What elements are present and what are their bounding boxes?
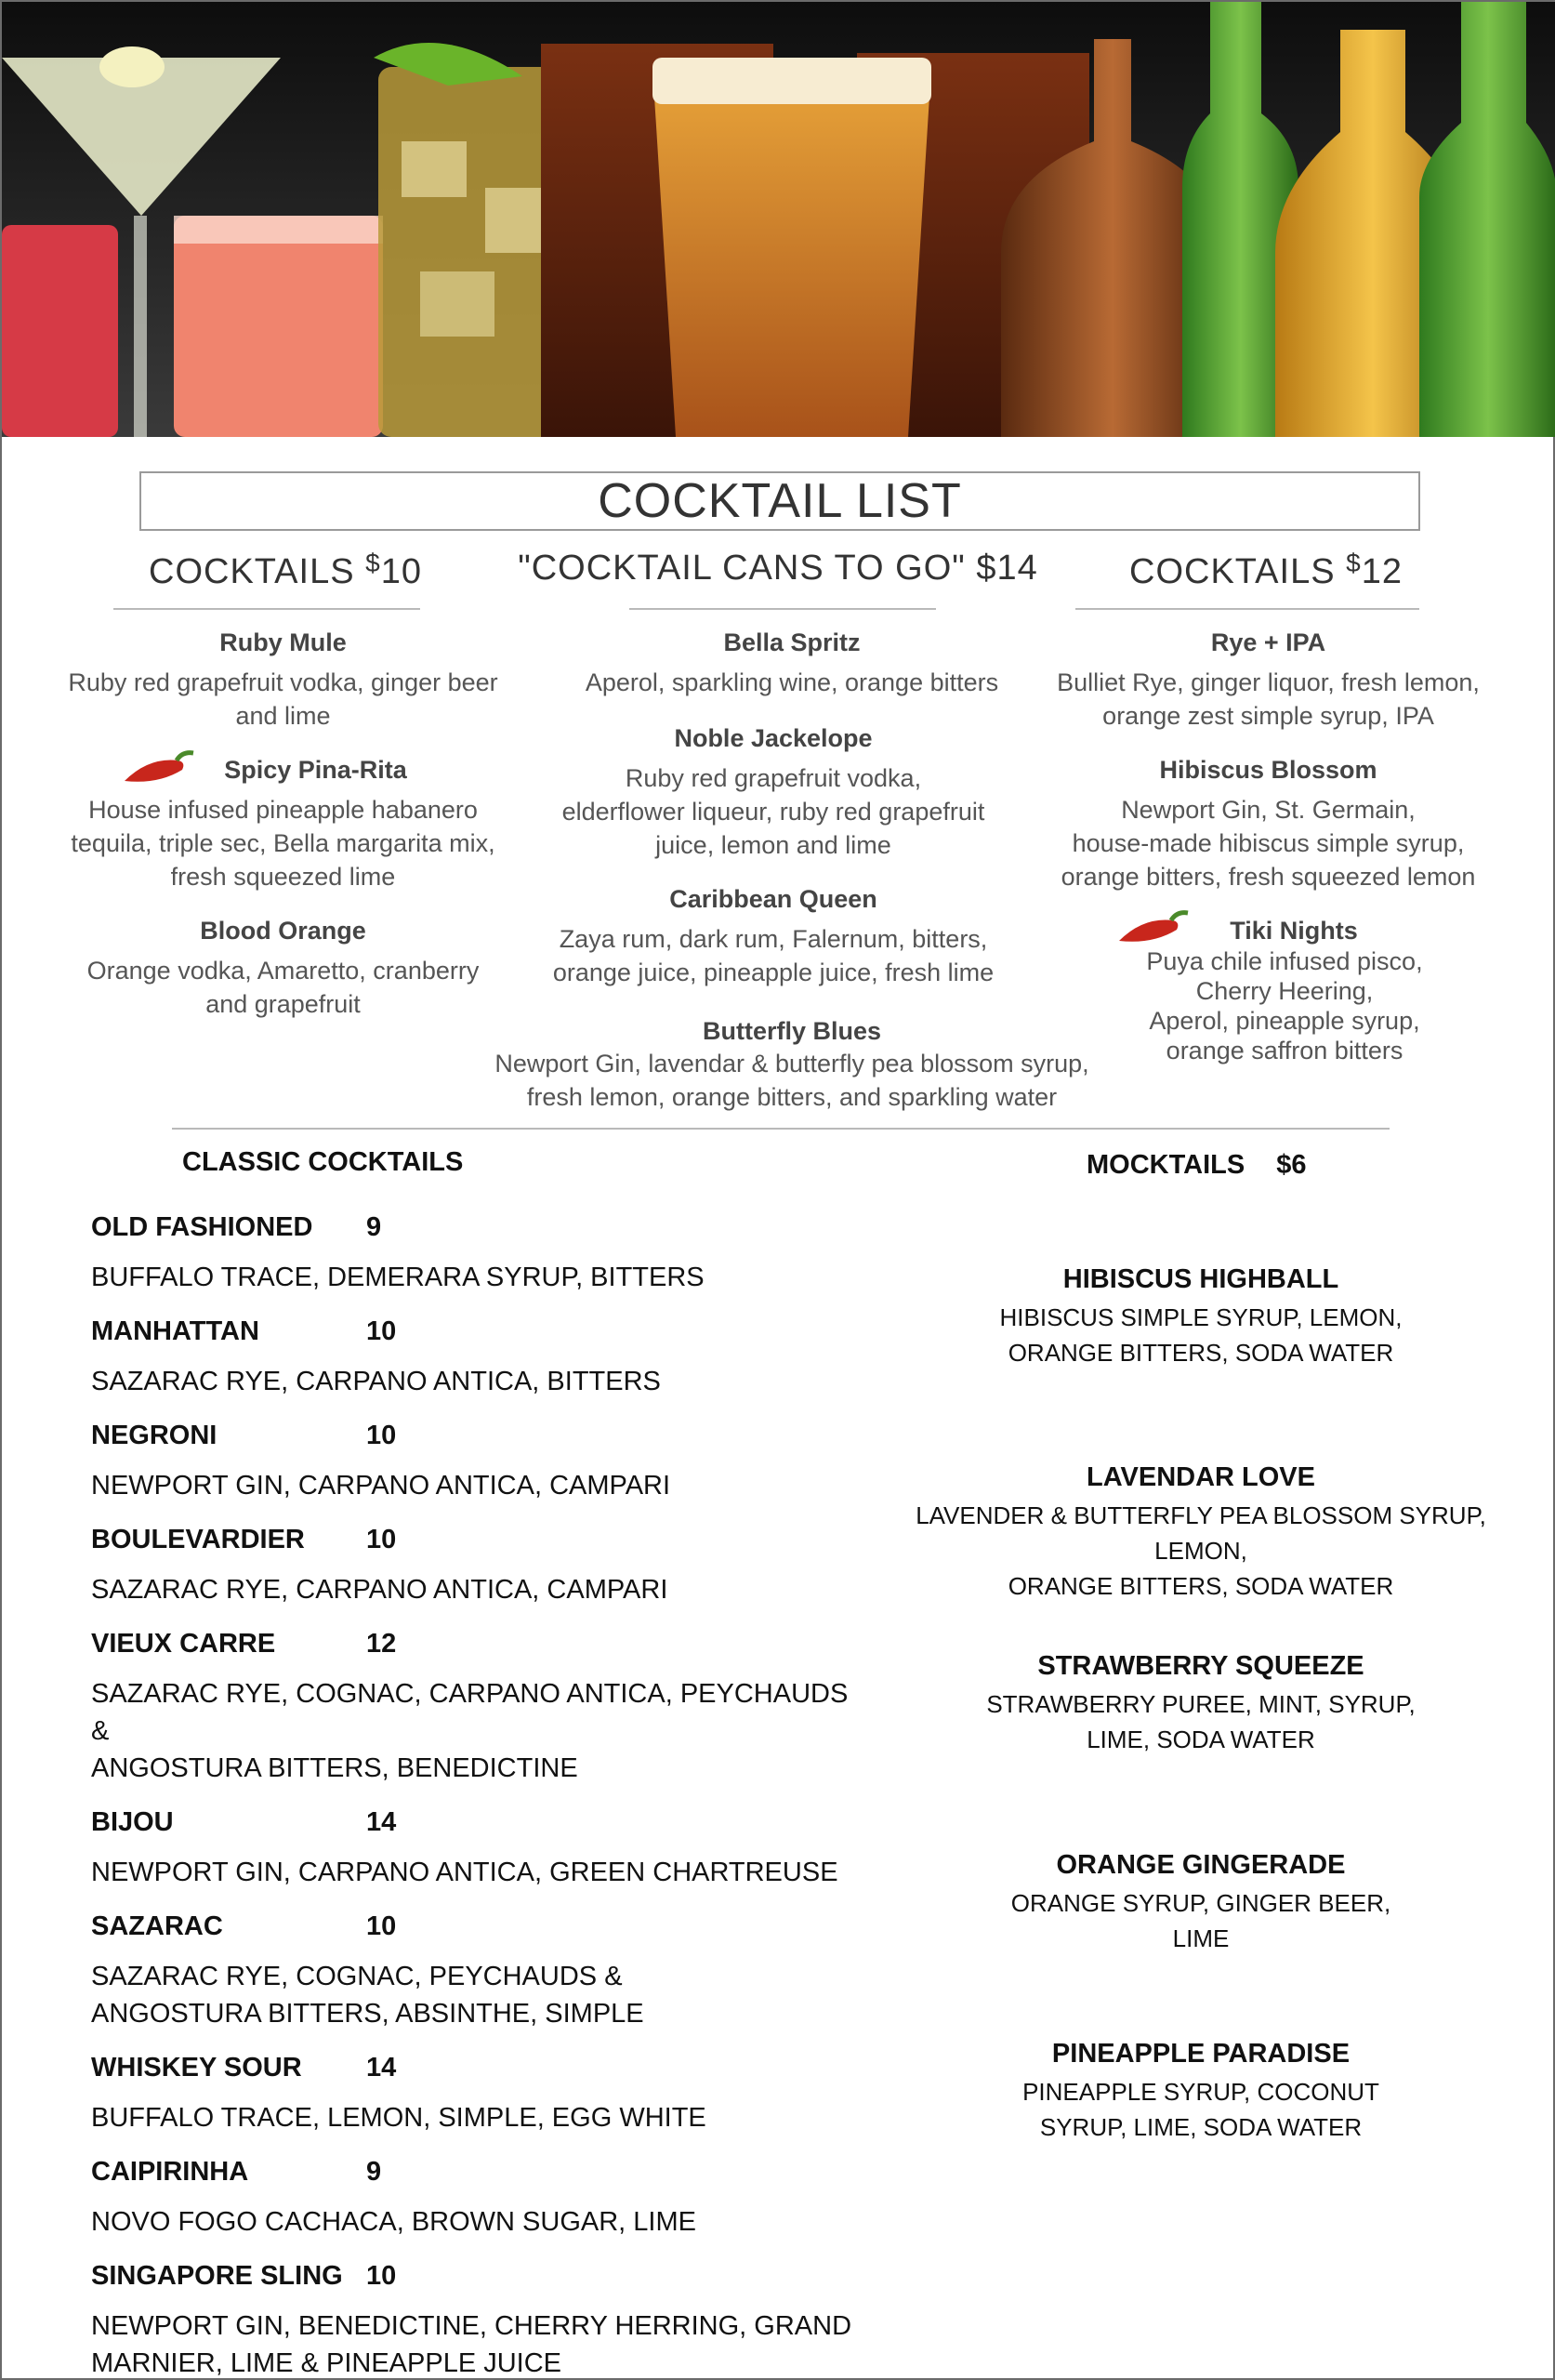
item-name: Butterfly Blues	[702, 1017, 882, 1045]
item-name: SINGAPORE SLING	[91, 2261, 343, 2291]
item-name: Hibiscus Blossom	[1159, 756, 1377, 784]
item-desc: fresh squeezed lime	[170, 863, 396, 891]
item-desc: Cherry Heering,	[1195, 977, 1374, 1005]
mocktail-item	[866, 2033, 1535, 2145]
item-name: SAZARAC	[91, 1911, 223, 1941]
item-name: BIJOU	[91, 1807, 174, 1837]
item-name: CAIPIRINHA	[91, 2157, 249, 2187]
item-desc: NEWPORT GIN, CARPANO ANTICA, GREEN CHARTREUSE	[91, 1858, 838, 1887]
item-desc: BUFFALO TRACE, LEMON, SIMPLE, EGG WHITE	[91, 2103, 706, 2133]
menu-item	[1099, 915, 1470, 1065]
item-desc: Ruby red grapefruit vodka,	[625, 764, 922, 792]
item-desc: and grapefruit	[205, 990, 361, 1018]
section-divider	[172, 1128, 1390, 1130]
item-desc: SAZARAC RYE, COGNAC, PEYCHAUDS &	[91, 1962, 623, 1991]
item-desc: Orange vodka, Amaretto, cranberry	[86, 957, 480, 985]
classic-item	[91, 2047, 853, 2136]
item-desc: MARNIER, LIME & PINEAPPLE JUICE	[91, 2348, 562, 2378]
item-desc: ORANGE SYRUP, GINGER BEER,	[1010, 1889, 1391, 1917]
item-name: STRAWBERRY SQUEEZE	[1037, 1651, 1364, 1681]
item-desc: Ruby red grapefruit vodka, ginger beer	[68, 668, 498, 696]
menu-item	[467, 1015, 1117, 1114]
item-price: 9	[366, 2157, 382, 2187]
item-desc: SAZARAC RYE, COGNAC, CARPANO ANTICA, PEYCHAUDS &	[91, 1679, 849, 1746]
item-name: HIBISCUS HIGHBALL	[1062, 1264, 1339, 1294]
item-name: OLD FASHIONED	[91, 1212, 313, 1242]
item-price: 10	[366, 1316, 397, 1346]
mocktail-item	[866, 1646, 1535, 1757]
menu-item	[67, 754, 499, 893]
item-desc: juice, lemon and lime	[655, 831, 891, 859]
item-name: Blood Orange	[200, 917, 366, 945]
item-desc: LIME, SODA WATER	[1087, 1726, 1315, 1753]
classic-item	[91, 1415, 853, 1504]
item-desc: orange juice, pineapple juice, fresh lime	[552, 959, 995, 986]
item-desc: ANGOSTURA BITTERS, BENEDICTINE	[91, 1753, 578, 1783]
item-desc: ORANGE BITTERS, SODA WATER	[1008, 1572, 1394, 1600]
item-price: 12	[366, 1629, 397, 1659]
classic-item	[91, 1207, 853, 1296]
item-desc: orange bitters, fresh squeezed lemon	[1061, 863, 1476, 891]
classic-item	[91, 2151, 853, 2241]
classic-item	[91, 1623, 853, 1787]
item-desc: orange zest simple syrup, IPA	[1102, 702, 1434, 730]
item-desc: NEWPORT GIN, CARPANO ANTICA, CAMPARI	[91, 1471, 671, 1501]
drinks-banner-image	[2, 2, 1555, 437]
item-name: Spicy Pina-Rita	[224, 756, 407, 784]
menu-item	[67, 915, 499, 1021]
item-desc: elderflower liqueur, ruby red grapefruit	[561, 798, 985, 826]
item-desc: orange saffron bitters	[1166, 1037, 1403, 1064]
item-desc: Newport Gin, St. Germain,	[1121, 796, 1416, 824]
item-name: Bella Spritz	[723, 628, 861, 656]
heading-price: 10	[380, 552, 422, 591]
classic-item	[91, 1311, 853, 1400]
divider	[1075, 608, 1419, 610]
item-desc: SYRUP, LIME, SODA WATER	[1039, 2113, 1363, 2141]
item-desc: LAVENDER & BUTTERFLY PEA BLOSSOM SYRUP, LEMON,	[916, 1501, 1486, 1565]
item-name: Tiki Nights	[1230, 917, 1358, 945]
mocktail-item	[866, 1457, 1535, 1604]
menu-item	[522, 722, 1024, 862]
item-desc: ORANGE BITTERS, SODA WATER	[1008, 1339, 1394, 1367]
menu-item	[1043, 627, 1494, 733]
classic-item	[91, 1906, 853, 2032]
classic-item	[91, 1802, 853, 1891]
item-price: 10	[366, 1421, 397, 1450]
item-name: Ruby Mule	[219, 628, 347, 656]
divider	[629, 608, 936, 610]
item-desc: tequila, triple sec, Bella margarita mix,	[71, 829, 495, 857]
divider	[113, 608, 420, 610]
item-name: BOULEVARDIER	[91, 1525, 305, 1554]
item-name: PINEAPPLE PARADISE	[1051, 2039, 1351, 2069]
item-desc: fresh lemon, orange bitters, and sparkling water	[526, 1083, 1058, 1111]
menu-item	[522, 627, 1061, 699]
item-desc: Puya chile infused pisco,	[1146, 947, 1423, 975]
item-desc: House infused pineapple habanero	[88, 796, 478, 824]
mocktail-item	[866, 1259, 1535, 1370]
item-name: WHISKEY SOUR	[91, 2053, 302, 2082]
item-price: 10	[366, 2261, 397, 2291]
item-name: LAVENDAR LOVE	[1087, 1462, 1315, 1492]
classic-item	[91, 1519, 853, 1608]
item-desc: house-made hibiscus simple syrup,	[1072, 829, 1465, 857]
menu-title: COCKTAIL LIST	[598, 474, 962, 528]
item-desc: HIBISCUS SIMPLE SYRUP, LEMON,	[999, 1303, 1403, 1331]
heading-price: $6	[1276, 1150, 1307, 1180]
item-name: MANHATTAN	[91, 1316, 259, 1346]
item-desc: BUFFALO TRACE, DEMERARA SYRUP, BITTERS	[91, 1263, 705, 1292]
classic-item	[91, 2255, 853, 2380]
heading-price: 12	[1361, 552, 1403, 591]
cocktails-10-heading: COCKTAILS $10	[149, 549, 422, 591]
item-desc: Newport Gin, lavendar & butterfly pea blossom syrup,	[494, 1050, 1089, 1078]
heading-text: COCKTAILS	[1129, 552, 1336, 591]
item-desc: Zaya rum, dark rum, Falernum, bitters,	[559, 925, 988, 953]
item-name: Caribbean Queen	[669, 885, 877, 913]
item-name: Rye + IPA	[1210, 628, 1326, 656]
heading-text: "COCKTAIL CANS TO GO" $14	[518, 549, 1038, 588]
item-name: NEGRONI	[91, 1421, 217, 1450]
menu-title-box	[139, 471, 1420, 531]
item-desc: PINEAPPLE SYRUP, COCONUT	[1022, 2078, 1379, 2106]
item-desc: SAZARAC RYE, CARPANO ANTICA, BITTERS	[91, 1367, 661, 1396]
item-price: 10	[366, 1525, 397, 1554]
mocktails-heading	[1087, 1150, 1307, 1181]
item-name: Noble Jackelope	[674, 724, 873, 752]
item-price: 10	[366, 1911, 397, 1941]
item-price: 14	[366, 2053, 397, 2082]
item-price: 9	[366, 1212, 382, 1242]
item-desc: NEWPORT GIN, BENEDICTINE, CHERRY HERRING, GRAND	[91, 2311, 852, 2341]
item-desc: Aperol, sparkling wine, orange bitters	[585, 668, 999, 696]
item-desc: LIME	[1172, 1924, 1230, 1952]
mocktail-item	[866, 1844, 1535, 1956]
cocktail-cans-heading	[504, 549, 1052, 588]
classic-cocktails-list	[91, 1207, 853, 2380]
cocktails-12-heading: COCKTAILS $12	[1129, 549, 1403, 591]
item-desc: Aperol, pineapple syrup,	[1149, 1007, 1420, 1035]
item-name: ORANGE GINGERADE	[1056, 1850, 1346, 1880]
menu-item	[522, 883, 1024, 989]
item-desc: ANGOSTURA BITTERS, ABSINTHE, SIMPLE	[91, 1999, 644, 2029]
item-desc: SAZARAC RYE, CARPANO ANTICA, CAMPARI	[91, 1575, 668, 1605]
menu-item	[1043, 754, 1494, 893]
item-name: VIEUX CARRE	[91, 1629, 276, 1659]
menu-item	[67, 627, 499, 733]
item-desc: NOVO FOGO CACHACA, BROWN SUGAR, LIME	[91, 2207, 696, 2237]
item-desc: STRAWBERRY PUREE, MINT, SYRUP,	[986, 1690, 1416, 1718]
heading-text: COCKTAILS	[149, 552, 355, 591]
classic-cocktails-heading: CLASSIC COCKTAILS	[182, 1147, 464, 1177]
heading-text: MOCKTAILS	[1087, 1150, 1245, 1180]
item-desc: Bulliet Rye, ginger liquor, fresh lemon,	[1057, 668, 1480, 696]
item-desc: and lime	[235, 702, 331, 730]
item-price: 14	[366, 1807, 397, 1837]
